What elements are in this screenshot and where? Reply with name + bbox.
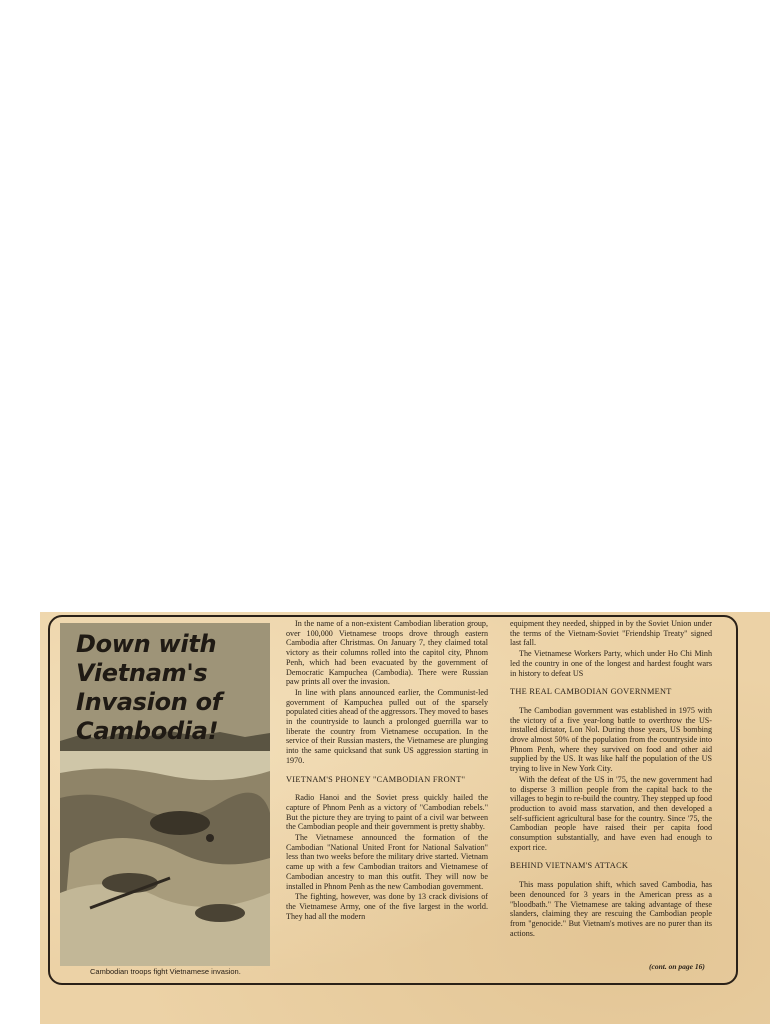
section-heading: VIETNAM'S PHONEY "CAMBODIAN FRONT" — [286, 774, 466, 784]
paragraph: The fighting, however, was done by 13 crack divisions of the Vietnamese Army, one of the five largest in the world. They had all the modern — [286, 892, 488, 921]
article-column-1 — [286, 619, 488, 922]
headline: Down with Vietnam's Invasion of Cambodia! — [76, 630, 222, 745]
paragraph: With the defeat of the US in '75, the new government had to disperse 3 million people from the capital back to the villages to begin to re-build the country. They stepped up food production to avoid mass starvation, and then developed a self-sufficient agricultural base for the country. Since '75, the Cambodian people have raised their per capita food consumption substantially, and have even had enough to export rice. — [510, 774, 712, 852]
paragraph: In the name of a non-existent Cambodian liberation group, over 100,000 Vietnamese troops drove through eastern Cambodia after Christmas. On January 7, they claimed total victory as their columns rolled into the capitol city, Phnom Penh, which had been evacuated by the government of Democratic Kampuchea (Cambodia). There were Russian paw prints all over the invasion. — [286, 619, 488, 687]
continued-note: (cont. on page 16) — [649, 962, 705, 971]
article-column-2 — [510, 619, 712, 939]
paragraph: The Cambodian government was established in 1975 with the victory of a five year-long battle to overthrow the US-installed dictator, Lon Nol. During those years, US bombing drove almost 50% of the population from the countryside into Phnom Penh, where they survived on food and other aid supplied by the US. It was like half the population of the US trying to live in New York City. — [510, 705, 712, 774]
section-heading: THE REAL CAMBODIAN GOVERNMENT — [510, 687, 672, 697]
photo-caption: Cambodian troops fight Vietnamese invasion. — [90, 967, 241, 976]
paragraph: The Vietnamese Workers Party, which under Ho Chi Minh led the country in one of the longest and hardest fought wars in history to defeat US — [510, 649, 712, 678]
section-heading: BEHIND VIETNAM'S ATTACK — [510, 861, 629, 871]
paragraph: The Vietnamese announced the formation of the Cambodian "National United Front for National Salvation" less than two weeks before the military drive started. Vietnam came up with a few Cambodian traitors and Vietnamese of Cambodian ancestry to man this outfit. They will now be installed in Phnom Penh as the new Cambodian government. — [286, 833, 488, 891]
paragraph: equipment they needed, shipped in by the Soviet Union under the terms of the Vietnam-Soviet "Friendship Treaty" signed last fall. — [510, 619, 712, 648]
paragraph: This mass population shift, which saved Cambodia, has been denounced for 3 years in the American press as a "bloodbath." The Vietnamese are taking advantage of these slanders, claiming they are rescuing the Cambodian people from "genocide." But Vietnam's motives are no purer than its actions. — [510, 880, 712, 938]
paragraph: In line with plans announced earlier, the Communist-led government of Kampuchea pulled out of the sparsely populated cities ahead of the aggressors. They moved to bases in the countryside to launch a prolonged guerrilla war to liberate the country from Vietnamese occupation. In the service of their Russian masters, the Vietnamese are plunging into the same quicksand that sunk US aggression starting in 1970. — [286, 687, 488, 765]
paragraph: Radio Hanoi and the Soviet press quickly hailed the capture of Phnom Penh as a victory of "Cambodian rebels." But the picture they are trying to paint of a civil war between the Cambodian people and their government is pretty shabby. — [286, 793, 488, 832]
